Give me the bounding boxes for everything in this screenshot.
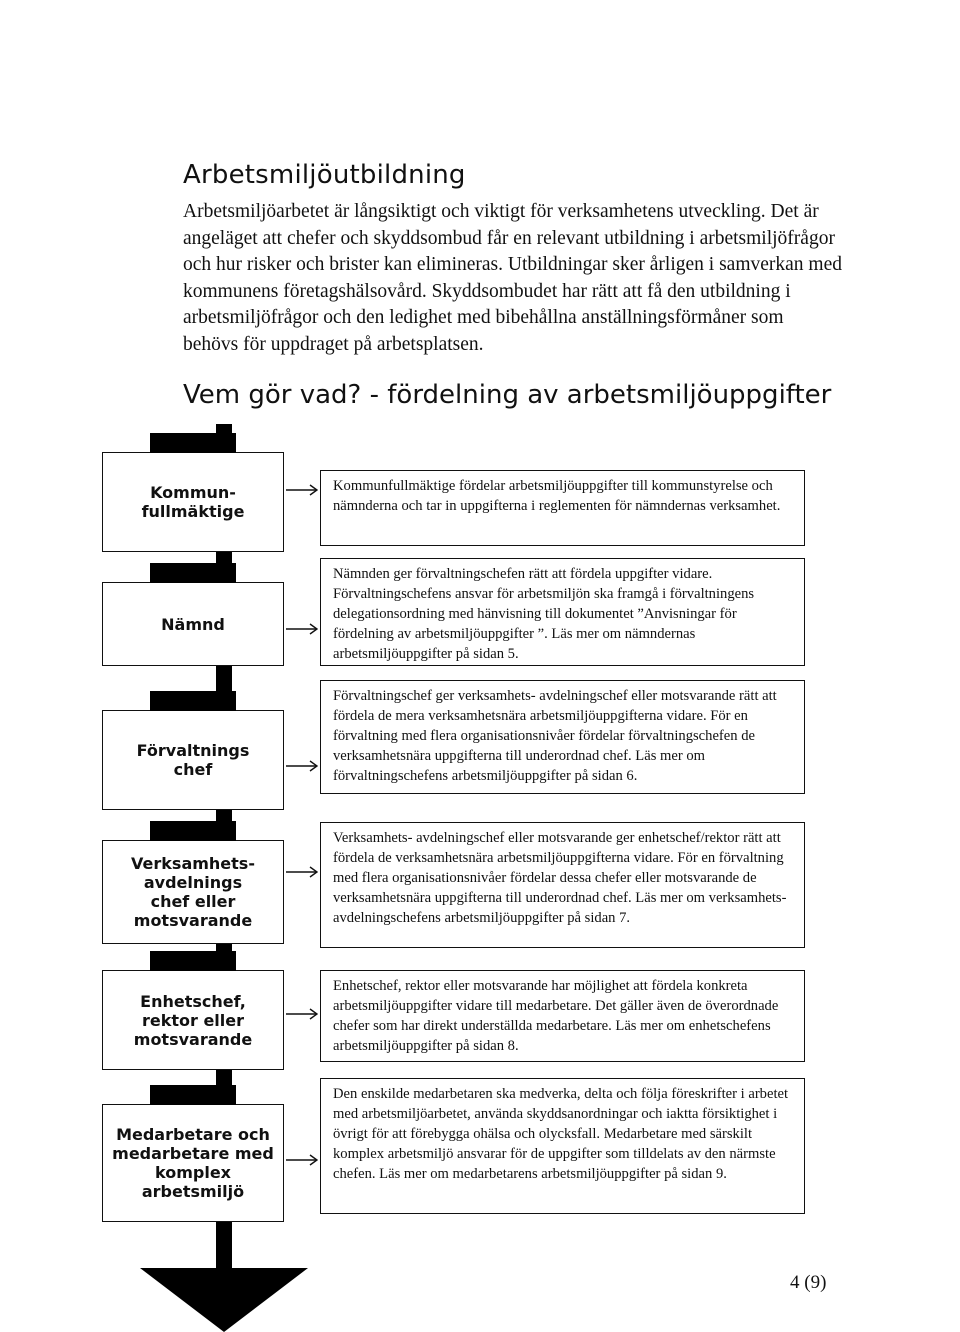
role-box-namnd [102,582,284,666]
description-box [320,1078,805,1214]
role-box-cap [150,433,236,453]
description-text: Förvaltningschef ger verksamhets- avdelningschef eller motsvarande rätt att fördela de mera verksamhetsnära arbetsmiljöuppgifterna vidare. För en förvaltning med flera organisationsnivåer fördelar förvaltningschefen de verksamhetsnära uppgifterna till underordnad chef. Läs mer om förvaltningschefens arbetsmiljöuppgifter på sidan 6. [333,688,777,784]
section-subtitle: Vem gör vad? - fördelning av arbetsmiljöuppgifter [183,380,832,410]
description-text: Verksamhets- avdelningschef eller motsvarande ger enhetschef/rektor rätt att fördela de verksamhetsnära arbetsmiljöuppgifterna vidare. För en förvaltning med flera organisationsnivåer fördelar dessa chefer eller motsvarande de verksamhetsnära uppgifterna till underordnad chef. Läs mer om verksamhets- avdelningschefens arbetsmiljöuppgifter på sidan 7. [333,830,787,926]
description-text: Den enskilde medarbetaren ska medverka, delta och följa föreskrifter i arbetet med arbetsmiljöarbetet, använda skyddsanordningar och iaktta försiktighet i övrigt för att förebygga ohälsa och olycksfall. Medarbetare med särskilt komplex arbetsmiljö ansvarar för de uppgifter som tilldelats av den närmste chefen. Läs mer om medarbetarens arbetsmiljöuppgifter på sidan 9. [333,1086,789,1182]
description-box [320,470,805,546]
role-label: Medarbetare och medarbetare med komplex arbetsmiljö [112,1125,274,1201]
role-label: Verksamhets- avdelnings chef eller motsvarande [131,854,255,930]
role-label: Nämnd [161,614,225,634]
description-box [320,970,805,1062]
role-box-forvaltningschef [102,710,284,810]
role-box-cap [150,691,236,711]
arrow-right-icon [286,623,318,635]
description-box [320,822,805,948]
arrow-right-icon [286,1008,318,1020]
intro-paragraph: Arbetsmiljöarbetet är långsiktigt och viktigt för verksamhetens utveckling. Det är angeläget att chefer och skyddsombud får en relevant utbildning i arbetsmiljöfrågor och hur risker och brister kan elimineras. Utbildningar sker årligen i samverkan med kommunens företagshälsovård. Skyddsombudet har rätt att få den utbildning i arbetsmiljöfrågor och den ledighet med bibehållna anställningsförmåner som behövs för uppdraget på arbetsplatsen. [183,201,843,355]
description-text: Enhetschef, rektor eller motsvarande har möjlighet att fördela konkreta arbetsmiljöuppgifter vidare till medarbetare. Det gäller även de överordnade chefer som har direkt underställda medarbetare. Läs mer om enhetschefens arbetsmiljöuppgifter på sidan 8. [333,978,779,1054]
arrow-right-icon [286,1154,318,1166]
page-number: 4 (9) [790,1272,827,1293]
role-box-cap [150,1085,236,1105]
role-box-enhetschef [102,970,284,1070]
description-box [320,558,805,666]
role-box-cap [150,563,236,583]
section-title: Arbetsmiljöutbildning [183,160,466,190]
role-label: Kommun- fullmäktige [141,483,245,521]
hierarchy-arrow-head [140,1268,308,1332]
role-label: Förvaltnings chef [136,741,250,779]
role-box-cap [150,821,236,841]
arrow-right-icon [286,866,318,878]
description-box [320,680,805,794]
description-text: Kommunfullmäktige fördelar arbetsmiljöuppgifter till kommunstyrelse och nämnderna och tar in uppgifterna i reglementen för nämndernas verksamhet. [333,478,781,514]
description-text: Nämnden ger förvaltningschefen rätt att fördela uppgifter vidare. Förvaltningschefens ansvar för arbetsmiljön ska framgå i förvaltningens delegationsordning med hänvisning till dokumentet ”Anvisningar för fördelning av arbetsmiljöuppgifter ”. Läs mer om nämndernas arbetsmiljöuppgifter på sidan 5. [333,566,755,662]
role-box-kommunfullmaktige [102,452,284,552]
arrow-right-icon [286,484,318,496]
role-box-cap [150,951,236,971]
role-label: Enhetschef, rektor eller motsvarande [133,991,253,1049]
role-box-verksamhetschef [102,840,284,944]
role-box-medarbetare [102,1104,284,1222]
arrow-right-icon [286,760,318,772]
